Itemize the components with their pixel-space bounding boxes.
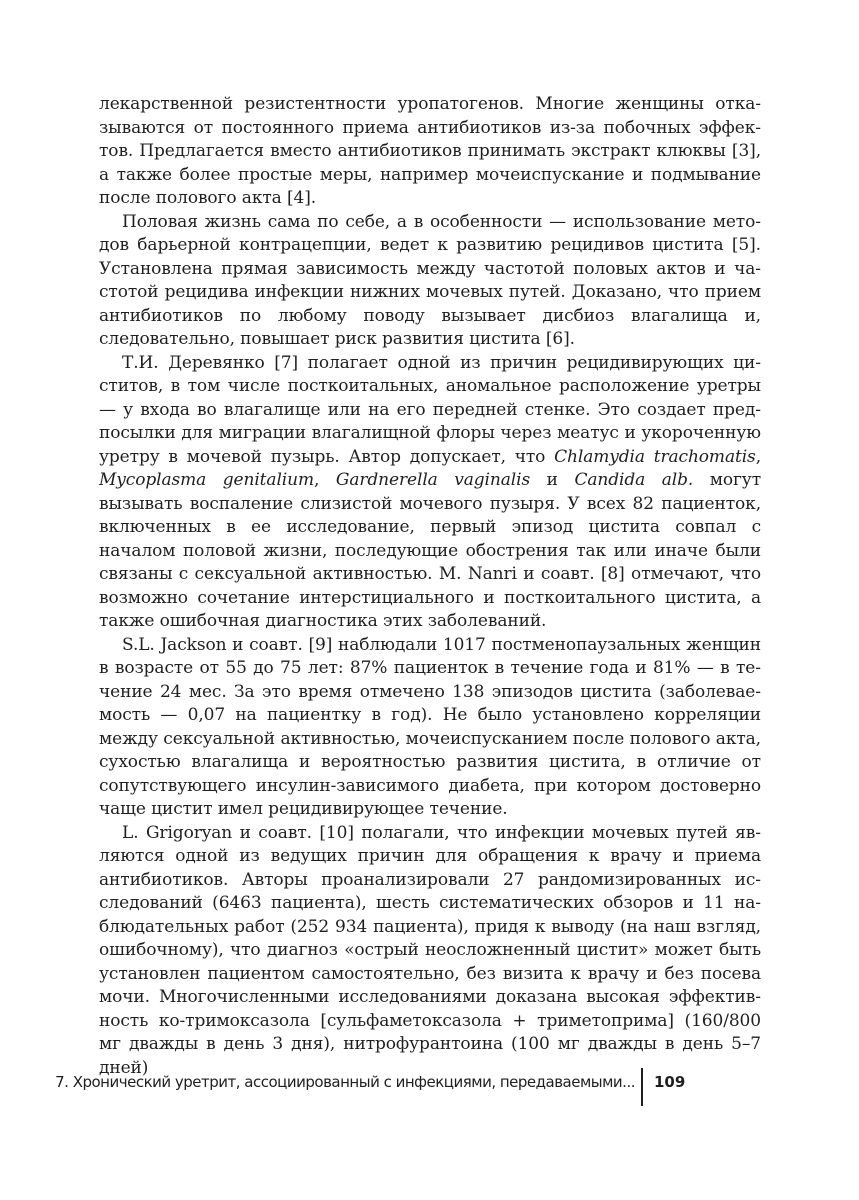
footer-divider [641,1068,643,1106]
paragraph [99,93,761,211]
italic-term: Mycoplasma genitalium [99,470,314,490]
body-text [99,93,761,1080]
italic-term: Candida alb. [574,470,694,490]
text-run: L. Grigoryan и соавт. [10] полагали, что инфекции мочевых путей являются одной из ведущих причин для обращения к врачу и приема антибиотиков. Авторы проанализировали 27 рандомизированных исследований (6463 пациента), шесть систематических обзоров и 11 наблюдательных работ (252 934 пациента), придя к выводу (на наш взгляд, ошибочному), что диагноз «острый неосложненный цистит» может быть установлен пациентом самостоятельно, без визита к врачу и без посева мочи. Многочисленными исследованиями доказана высокая эффективность ко-тримоксазола [сульфаметоксазола + триметоприма] (160/800 мг дважды в день 3 дня), нитрофурантоина (100 мг дважды в день 5–7 дней) [99,822,761,1078]
paragraph [99,211,761,352]
text-run: Т.И. Деревянко [7] полагает одной из причин рецидивирующих циститов, в том числе посткоитальных, аномальное расположение уретры — у входа во влагалище или на его передней стенке. Это создает предпосылки для миграции влагалищной флоры через меатус и укороченную уретру в мочевой пузырь. Автор допускает, что [99,352,761,467]
paragraph [99,822,761,1081]
text-run: , [755,446,761,467]
text-run: и [530,470,575,490]
text-run: , [314,470,336,490]
paragraph [99,634,761,822]
text-run: Половая жизнь сама по себе, а в особенности — использование методов барьерной контрацепции, ведет к развитию рецидивов цистита [5]. Установлена прямая зависимость между частотой половых актов и частотой рецидива инфекции нижних мочевых путей. Доказано, что прием антибиотиков по любому поводу вызывает дисбиоз влагалища и, следовательно, повышает риск развития цистита [6]. [99,211,761,349]
text-run: S.L. Jackson и соавт. [9] наблюдали 1017 постменопаузальных женщин в возрасте от 55 до 75 лет: 87% пациенток в течение года и 81% — в течение 24 мес. За это время отмечено 138 эпизодов цистита (заболеваемость — 0,07 на пациентку в год). Не было установлено корреляции между сексуальной активностью, мочеиспусканием после полового акта, сухостью влагалища и вероятностью развития цистита, в отличие от сопутствующего инсулин-зависимого диабета, при котором достоверно чаще цистит имел рецидивирующее течение. [99,634,761,819]
running-title: 7. Хронический уретрит, ассоциированный с инфекциями, передаваемыми... [55,1073,635,1091]
italic-term: Gardnerella vaginalis [335,470,531,490]
page-footer [55,1068,761,1108]
page-number: 109 [654,1073,686,1091]
italic-term: Chlamydia trachomatis [554,446,756,467]
text-run: лекарственной резистентности уропатогенов. Многие женщины отказываются от постоянного приема антибиотиков из-за побочных эффектов. Предлагается вместо антибиотиков принимать экстракт клюквы [3], а также более простые меры, например мочеиспускание и подмывание после полового акта [4]. [99,94,761,208]
text-run: могут вызывать воспаление слизистой мочевого пузыря. У всех 82 пациенток, включенных в ее исследование, первый эпизод цистита совпал с началом половой жизни, последующие обострения так или иначе были связаны с сексуальной активностью. M. Nanri и соавт. [8] отмечают, что возможно сочетание интерстициального и посткоитального цистита, а также ошибочная диагностика этих заболеваний. [99,470,762,631]
paragraph [99,352,761,634]
